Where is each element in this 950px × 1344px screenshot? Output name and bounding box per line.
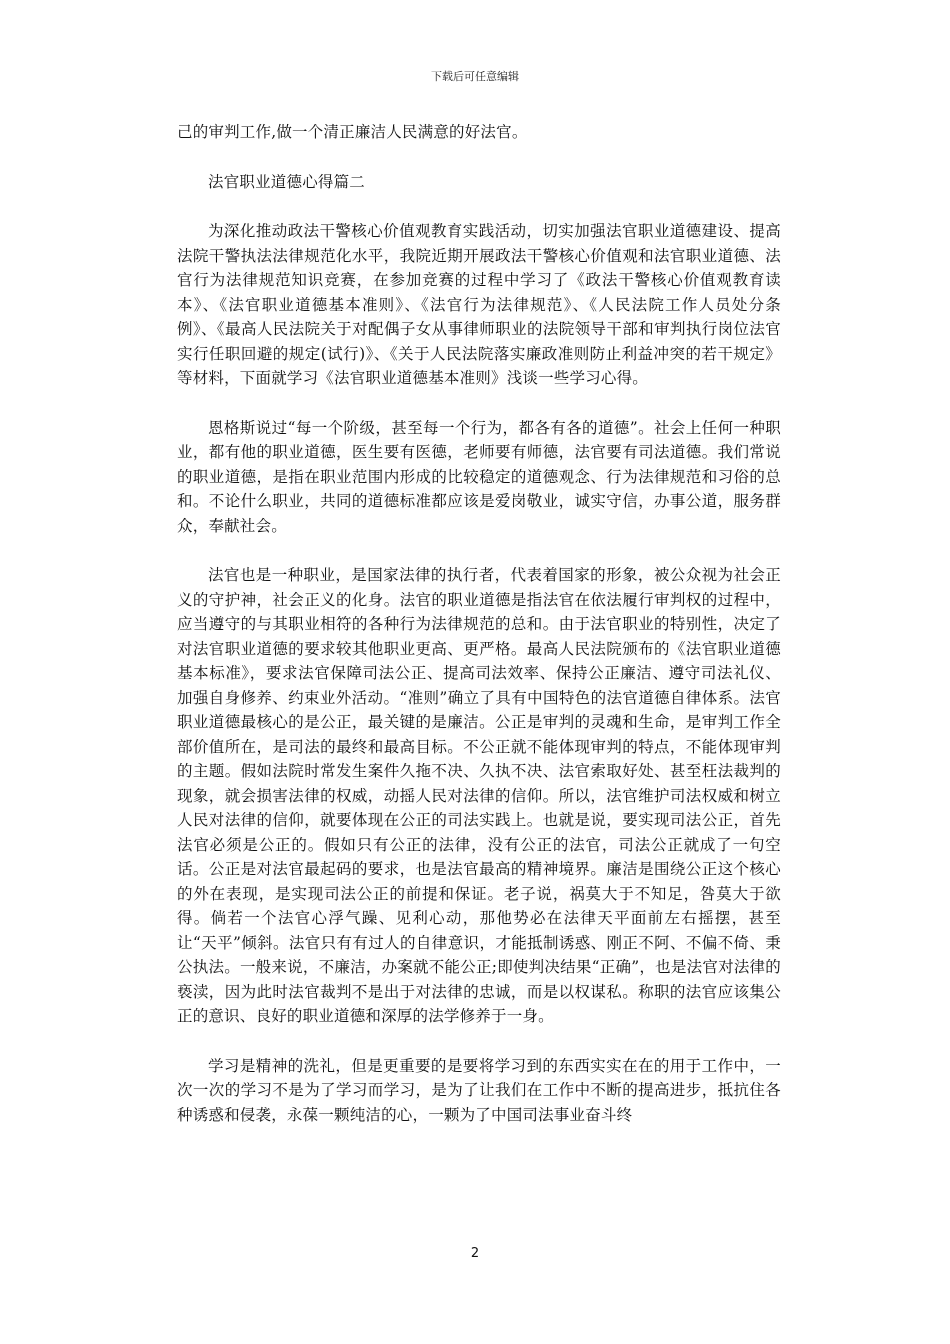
paragraph: 学习是精神的洗礼，但是更重要的是要将学习到的东西实实在在的用于工作中，一次一次的学习不是为了学习而学习，是为了让我们在工作中不断的提高进步，抵抗住各种诱惑和侵袭，永葆一颗纯洁的心，一颗为了中国司法事业奋斗终: [177, 1056, 781, 1124]
section-heading: 法官职业道德心得篇二: [208, 172, 366, 191]
paragraph-continuation: 己的审判工作,做一个清正廉洁人民满意的好法官。: [177, 123, 528, 141]
page-number: 2: [470, 1246, 480, 1261]
paragraph: 为深化推动政法干警核心价值观教育实践活动，切实加强法官职业道德建设、提高法院干警执法法律规范化水平，我院近期开展政法干警核心价值观和法官职业道德、法官行为法律规范知识竞赛，在参加竞赛的过程中学习了《政法干警核心价值观教育读本》、《法官职业道德基本准则》、《法官行为法律规范》、《人民法院工作人员处分条例》、《最高人民法院关于对配偶子女从事律师职业的法院领导干部和审判执行岗位法官实行任职回避的规定(试行)》、《关于人民法院落实廉政准则防止利益冲突的若干规定》等材料，下面就学习《法官职业道德基本准则》浅谈一些学习心得。: [177, 222, 781, 387]
page-header-note: 下载后可任意编辑: [431, 70, 519, 83]
paragraph: 恩格斯说过“每一个阶级，甚至每一个行为，都各有各的道德”。社会上任何一种职业，都有他的职业道德，医生要有医德，老师要有师德，法官要有司法道德。我们常说的职业道德，是指在职业范围内形成的比较稳定的道德观念、行为法律规范和习俗的总和。不论什么职业，共同的道德标准都应该是爱岗敬业，诚实守信，办事公道，服务群众，奉献社会。: [177, 418, 781, 535]
document-body: [177, 120, 781, 1152]
paragraph: 法官也是一种职业，是国家法律的执行者，代表着国家的形象，被公众视为社会正义的守护神，社会正义的化身。法官的职业道德是指法官在依法履行审判权的过程中，应当遵守的与其职业相符的各种行为法律规范的总和。由于法官职业的特别性，决定了对法官职业道德的要求较其他职业更高、更严格。最高人民法院颁布的《法官职业道德基本标准》，要求法官保障司法公正、提高司法效率、保持公正廉洁、遵守司法礼仪、加强自身修养、约束业外活动。“准则”确立了具有中国特色的法官道德自律体系。法官职业道德最核心的是公正，最关键的是廉洁。公正是审判的灵魂和生命，是审判工作全部价值所在，是司法的最终和最高目标。不公正就不能体现审判的特点，不能体现审判的主题。假如法院时常发生案件久拖不决、久执不决、法官索取好处、甚至枉法裁判的现象，就会损害法律的权威，动摇人民对法律的信仰。所以，法官维护司法权威和树立人民对法律的信仰，就要体现在公正的司法实践上。也就是说，要实现司法公正，首先法官必须是公正的。假如只有公正的法律，没有公正的法官，司法公正就成了一句空话。公正是对法官最起码的要求，也是法官最高的精神境界。廉洁是围绕公正这个核心的外在表现，是实现司法公正的前提和保证。老子说，祸莫大于不知足，咎莫大于欲得。倘若一个法官心浮气躁、见利心动，那他势必在法律天平面前左右摇摆，甚至让“天平”倾斜。法官只有有过人的自律意识，才能抵制诱惑、刚正不阿、不偏不倚、秉公执法。一般来说，不廉洁，办案就不能公正;即使判决结果“正确”，也是法官对法律的亵渎，因为此时法官裁判不是出于对法律的忠诚，而是以权谋私。称职的法官应该集公正的意识、良好的职业道德和深厚的法学修养于一身。: [177, 566, 781, 1025]
